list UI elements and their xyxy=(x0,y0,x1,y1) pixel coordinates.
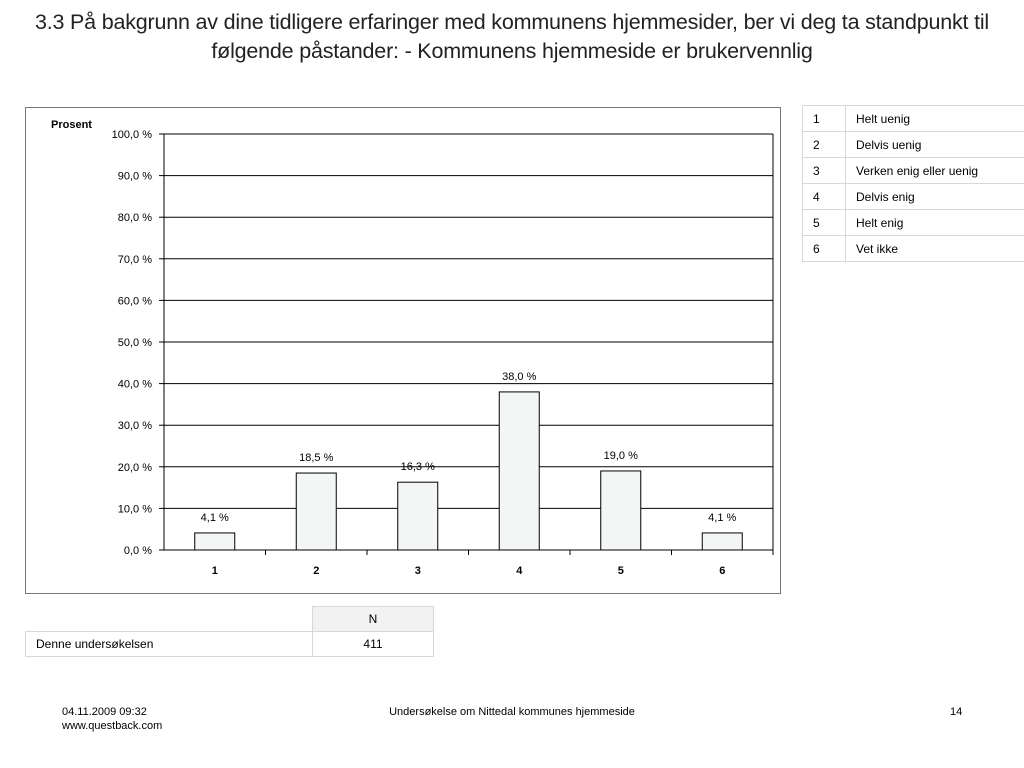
x-tick-label: 1 xyxy=(211,565,218,577)
slide-title: 3.3 På bakgrunn av dine tidligere erfaringer med kommunens hjemmesider, ber vi deg ta standpunkt til følgende påstander: - Kommunens hjemmeside er brukervennlig xyxy=(34,10,989,63)
respondent-count-table xyxy=(25,606,434,657)
legend-row xyxy=(803,106,1024,132)
y-tick-label: 100,0 % xyxy=(111,129,152,141)
y-tick-label: 10,0 % xyxy=(117,503,152,516)
footer-survey-title: Undersøkelse om Nittedal kommunes hjemmeside xyxy=(389,706,635,718)
footer-page-number: 14 xyxy=(950,706,963,718)
n-value: 411 xyxy=(313,632,434,657)
legend-label: Helt enig xyxy=(846,210,1024,236)
legend-label: Vet ikke xyxy=(846,236,1024,262)
y-tick-label: 40,0 % xyxy=(117,378,152,391)
footer-site: www.questback.com xyxy=(62,720,163,732)
n-data-row xyxy=(26,632,434,657)
legend-label: Delvis enig xyxy=(846,184,1024,210)
y-tick-label: 80,0 % xyxy=(117,212,152,225)
bar-value-label: 18,5 % xyxy=(299,452,334,465)
y-tick-label: 0,0 % xyxy=(123,545,152,557)
legend-key: 5 xyxy=(803,210,846,236)
legend-key: 6 xyxy=(803,236,846,262)
x-tick-label: 6 xyxy=(719,565,726,577)
bar xyxy=(702,533,742,550)
bar-value-label: 4,1 % xyxy=(200,511,229,524)
footer-date: 04.11.2009 09:32 xyxy=(62,706,147,718)
bar xyxy=(398,482,438,550)
x-tick-label: 3 xyxy=(414,565,421,577)
bar-value-label: 19,0 % xyxy=(603,449,638,462)
legend-key: 3 xyxy=(803,158,846,184)
legend-row xyxy=(803,236,1024,262)
y-tick-label: 20,0 % xyxy=(117,461,152,474)
y-tick-label: 70,0 % xyxy=(117,253,152,266)
chart-frame xyxy=(25,107,781,594)
bar-chart xyxy=(26,108,780,593)
legend-label: Delvis uenig xyxy=(846,132,1024,158)
bar-value-label: 4,1 % xyxy=(708,511,737,524)
y-tick-label: 90,0 % xyxy=(117,170,152,183)
x-tick-label: 4 xyxy=(516,565,523,577)
y-axis-title: Prosent xyxy=(51,119,92,131)
n-header: N xyxy=(313,607,434,632)
y-tick-label: 60,0 % xyxy=(117,295,152,308)
n-row-label: Denne undersøkelsen xyxy=(26,632,313,657)
bar xyxy=(601,471,641,550)
legend-row xyxy=(803,210,1024,236)
legend-row xyxy=(803,184,1024,210)
bar xyxy=(195,533,235,550)
bar-value-label: 16,3 % xyxy=(400,461,435,474)
bar xyxy=(296,473,336,550)
legend-row xyxy=(803,158,1024,184)
legend-label: Verken enig eller uenig xyxy=(846,158,1024,184)
legend-key: 4 xyxy=(803,184,846,210)
legend-row xyxy=(803,132,1024,158)
legend-key: 1 xyxy=(803,106,846,132)
x-tick-label: 5 xyxy=(617,565,624,577)
y-tick-label: 50,0 % xyxy=(117,337,152,349)
y-tick-label: 30,0 % xyxy=(117,420,152,433)
category-legend-table xyxy=(802,105,1024,262)
bar xyxy=(499,392,539,550)
x-tick-label: 2 xyxy=(313,565,320,577)
legend-label: Helt uenig xyxy=(846,106,1024,132)
bar-value-label: 38,0 % xyxy=(502,370,537,383)
legend-key: 2 xyxy=(803,132,846,158)
n-header-row xyxy=(26,607,434,632)
